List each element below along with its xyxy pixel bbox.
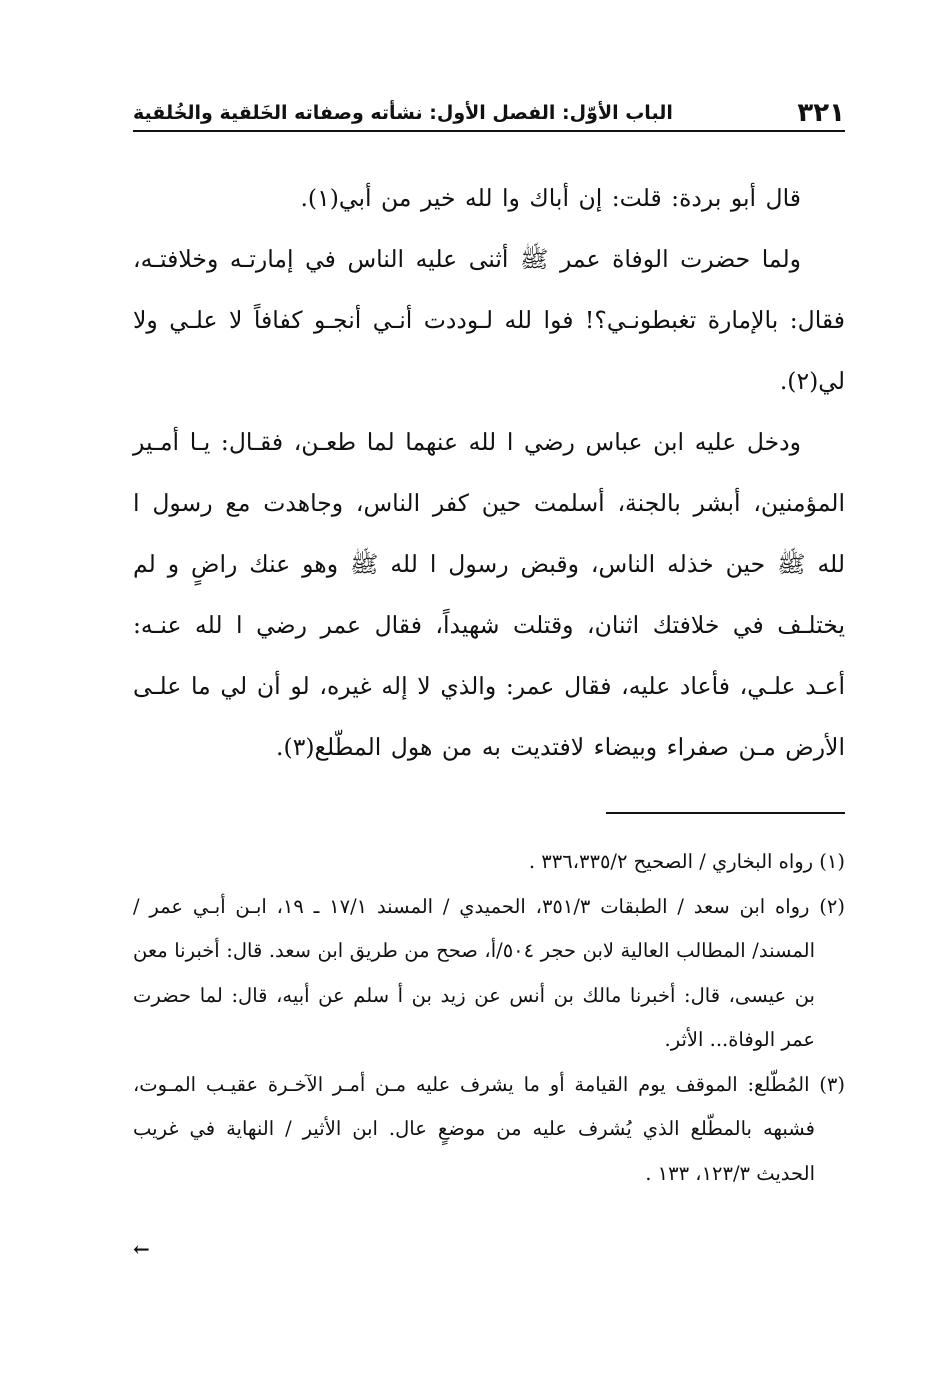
footnote-separator — [606, 812, 845, 814]
footnote-3: (٣) المُطّلع: الموقف يوم القيامة أو ما يشرف عليه مـن أمـر الآخـرة عقيـب المـوت، فشبهه بالمطّلع الذي يُشرف عليه من موضعٍ عال. ابن الأثير / النهاية في غريب الحديث ١٢٣/٣، ١٣٣ . — [133, 1072, 845, 1185]
continue-arrow-icon: ← — [133, 1237, 150, 1261]
paragraph-ibn-abbas: ودخل عليه ابن عباس رضي ا لله عنهما لما طعـن، فقـال: يـا أمـير المؤمنين، أبشر بالجنة، أسلمت حين كفر الناس، وجاهدت مع رسول ا لله ﷺ حين خذله الناس، وقبض رسول ا لله ﷺ وهو عنك راضٍ و لم يختلـف في خلافتك اثنان، وقتلت شهيداً، فقال عمر رضي ا لله عنـه: أعـد علـي، فأعاد عليه، فقال عمر: والذي لا إله غيره، لو أن لي ما علـى الأرض مـن صفراء وبيضاء لافتديت به من هول المطّلع(٣). — [133, 428, 845, 761]
footnote-1: (١) رواه البخاري / الصحيح ٣٣٦،٣٣٥/٢ . — [528, 850, 845, 873]
running-title: الباب الأوّل: الفصل الأول: نشأته وصفاته الخَلقية والخُلقية — [133, 102, 673, 124]
footnotes — [133, 840, 845, 1196]
page-number: ٣٢١ — [797, 98, 845, 128]
page-header — [133, 92, 845, 128]
header-rule — [133, 130, 845, 132]
main-text — [133, 168, 845, 778]
paragraph-abu-burda: قال أبو بردة: قلت: إن أباك وا لله خير من أبي(١). — [300, 184, 801, 212]
paragraph-death-of-umar: ولما حضرت الوفاة عمر ﷺ أثنى عليه الناس في إمارتـه وخلافتـه، فقال: بالإمارة تغبطونـي؟! فوا لله لـوددت أنـي أنجـو كفافاً لا علـي ولا لي(٢). — [133, 245, 845, 395]
footnote-2: (٢) رواه ابن سعد / الطبقات ٣٥١/٣، الحميدي / المسند ١٧/١ ـ ١٩، ابـن أبـي عمر / المسند/ المطالب العالية لابن حجر ٥٠٤/أ، صحح من طريق ابن سعد. قال: أخبرنا معن بن عيسى، قال: أخبرنا مالك بن أنس عن زيد بن أ سلم عن أبيه، قال: لما حضرت عمر الوفاة... الأثر. — [133, 894, 845, 1051]
